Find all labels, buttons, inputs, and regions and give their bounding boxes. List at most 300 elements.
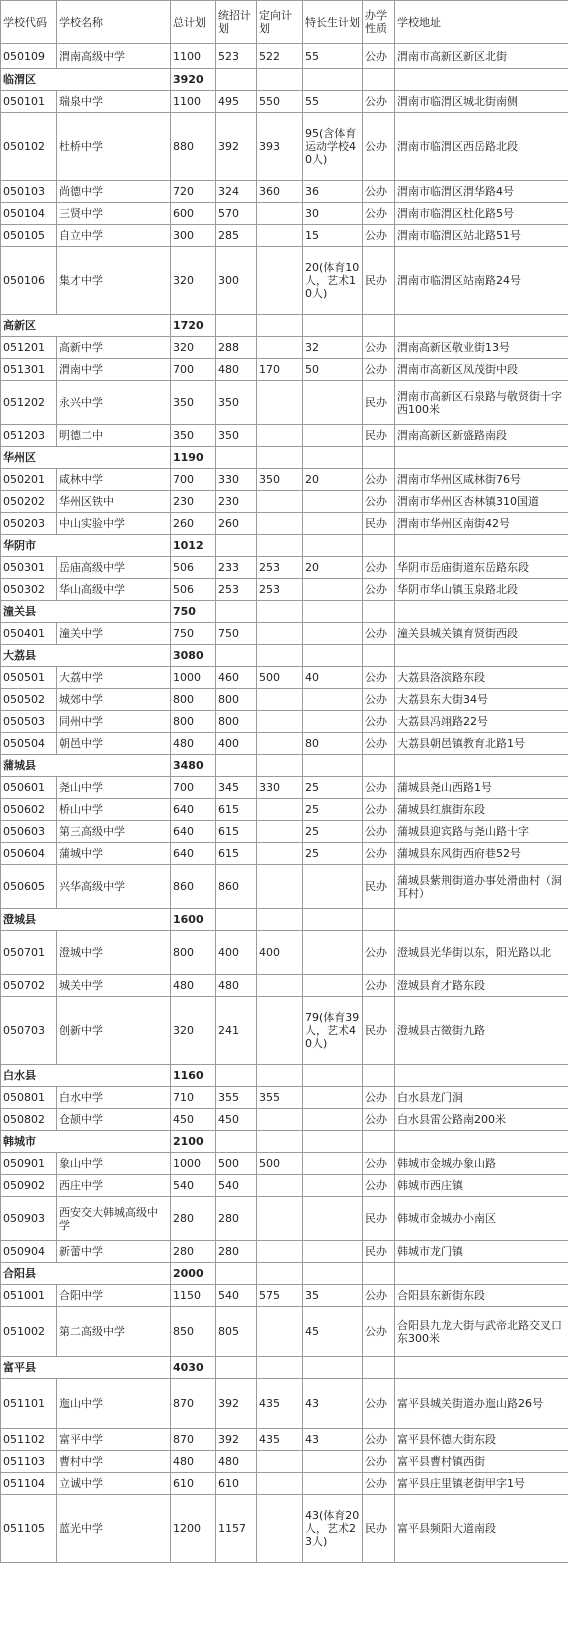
tongzhao-plan: 540 (216, 1175, 257, 1197)
tongzhao-plan: 345 (216, 777, 257, 799)
dingxiang-plan (257, 1175, 303, 1197)
techang-plan: 79(体育39人，艺术40人) (303, 997, 363, 1065)
school-nature: 公办 (363, 1473, 395, 1495)
tongzhao-plan: 241 (216, 997, 257, 1065)
techang-plan: 35 (303, 1285, 363, 1307)
empty-cell (395, 645, 568, 667)
empty-cell (395, 447, 568, 469)
school-nature: 公办 (363, 91, 395, 113)
tongzhao-plan: 400 (216, 733, 257, 755)
school-code: 050802 (1, 1109, 57, 1131)
school-name: 迤山中学 (57, 1379, 171, 1429)
empty-cell (216, 601, 257, 623)
district-name: 华阴市 (1, 535, 171, 557)
total-plan: 260 (171, 513, 216, 535)
tongzhao-plan: 233 (216, 557, 257, 579)
table-row (1, 1473, 568, 1495)
table-row (1, 1285, 568, 1307)
tongzhao-plan: 288 (216, 337, 257, 359)
total-plan: 860 (171, 865, 216, 909)
school-code: 051104 (1, 1473, 57, 1495)
district-total: 750 (171, 601, 216, 623)
dingxiang-plan (257, 1109, 303, 1131)
empty-cell (216, 535, 257, 557)
header-dingxiang: 定向计划 (257, 1, 303, 44)
district-row (1, 1131, 568, 1153)
total-plan: 640 (171, 821, 216, 843)
tongzhao-plan: 355 (216, 1087, 257, 1109)
empty-cell (303, 447, 363, 469)
school-code: 051301 (1, 359, 57, 381)
dingxiang-plan (257, 711, 303, 733)
tongzhao-plan: 350 (216, 381, 257, 425)
school-code: 050903 (1, 1197, 57, 1241)
total-plan: 700 (171, 469, 216, 491)
district-total: 1012 (171, 535, 216, 557)
table-row (1, 777, 568, 799)
table-row (1, 667, 568, 689)
total-plan: 800 (171, 689, 216, 711)
school-name: 三贤中学 (57, 203, 171, 225)
school-code: 050501 (1, 667, 57, 689)
empty-cell (257, 447, 303, 469)
dingxiang-plan (257, 733, 303, 755)
techang-plan (303, 1153, 363, 1175)
tongzhao-plan: 350 (216, 425, 257, 447)
empty-cell (395, 1131, 568, 1153)
techang-plan: 43 (303, 1429, 363, 1451)
table-row (1, 579, 568, 601)
dingxiang-plan (257, 425, 303, 447)
total-plan: 1200 (171, 1495, 216, 1563)
techang-plan: 25 (303, 821, 363, 843)
total-plan: 450 (171, 1109, 216, 1131)
school-code: 050302 (1, 579, 57, 601)
school-address: 潼关县城关镇育贤街西段 (395, 623, 568, 645)
school-code: 050703 (1, 997, 57, 1065)
table-row (1, 1451, 568, 1473)
dingxiang-plan: 330 (257, 777, 303, 799)
table-row (1, 1429, 568, 1451)
tongzhao-plan: 400 (216, 931, 257, 975)
table-row (1, 865, 568, 909)
empty-cell (257, 1263, 303, 1285)
empty-cell (303, 1131, 363, 1153)
district-total: 1160 (171, 1065, 216, 1087)
empty-cell (303, 1263, 363, 1285)
empty-cell (303, 601, 363, 623)
district-row (1, 1263, 568, 1285)
empty-cell (257, 69, 303, 91)
techang-plan: 95(含体育运动学校40人) (303, 113, 363, 181)
school-name: 杜桥中学 (57, 113, 171, 181)
empty-cell (303, 645, 363, 667)
tongzhao-plan: 460 (216, 667, 257, 689)
empty-cell (363, 69, 395, 91)
school-nature: 民办 (363, 381, 395, 425)
school-name: 集才中学 (57, 247, 171, 315)
dingxiang-plan: 500 (257, 1153, 303, 1175)
dingxiang-plan: 170 (257, 359, 303, 381)
table-row (1, 359, 568, 381)
school-address: 渭南市高新区新区北街 (395, 44, 568, 69)
school-code: 050901 (1, 1153, 57, 1175)
school-address: 富平县城关街道办迤山路26号 (395, 1379, 568, 1429)
school-name: 合阳中学 (57, 1285, 171, 1307)
school-code: 051101 (1, 1379, 57, 1429)
school-address: 大荔县朝邑镇教育北路1号 (395, 733, 568, 755)
empty-cell (303, 1357, 363, 1379)
techang-plan: 43 (303, 1379, 363, 1429)
techang-plan (303, 865, 363, 909)
empty-cell (257, 1357, 303, 1379)
techang-plan: 25 (303, 777, 363, 799)
dingxiang-plan: 253 (257, 557, 303, 579)
techang-plan: 15 (303, 225, 363, 247)
school-name: 创新中学 (57, 997, 171, 1065)
tongzhao-plan: 300 (216, 247, 257, 315)
dingxiang-plan: 435 (257, 1379, 303, 1429)
table-row (1, 733, 568, 755)
table-row (1, 1307, 568, 1357)
total-plan: 506 (171, 579, 216, 601)
district-row (1, 1065, 568, 1087)
dingxiang-plan (257, 1473, 303, 1495)
school-name: 澄城中学 (57, 931, 171, 975)
tongzhao-plan: 500 (216, 1153, 257, 1175)
tongzhao-plan: 860 (216, 865, 257, 909)
school-address: 韩城市金城办小南区 (395, 1197, 568, 1241)
table-row (1, 623, 568, 645)
school-name: 新蕾中学 (57, 1241, 171, 1263)
empty-cell (216, 315, 257, 337)
school-nature: 民办 (363, 425, 395, 447)
school-address: 富平县庄里镇老街甲字1号 (395, 1473, 568, 1495)
empty-cell (257, 1065, 303, 1087)
table-row (1, 1153, 568, 1175)
empty-cell (363, 601, 395, 623)
school-nature: 公办 (363, 975, 395, 997)
dingxiang-plan: 350 (257, 469, 303, 491)
empty-cell (303, 315, 363, 337)
school-nature: 公办 (363, 1429, 395, 1451)
dingxiang-plan (257, 865, 303, 909)
techang-plan: 20(体育10人，艺术10人) (303, 247, 363, 315)
empty-cell (257, 755, 303, 777)
tongzhao-plan: 800 (216, 689, 257, 711)
school-code: 051203 (1, 425, 57, 447)
school-address: 渭南市临渭区城北街南侧 (395, 91, 568, 113)
district-row (1, 909, 568, 931)
techang-plan (303, 1109, 363, 1131)
district-row (1, 447, 568, 469)
district-name: 临渭区 (1, 69, 171, 91)
techang-plan: 50 (303, 359, 363, 381)
school-address: 渭南高新区敬业街13号 (395, 337, 568, 359)
school-code: 050301 (1, 557, 57, 579)
school-address: 蒲城县紫荆街道办事处滑曲村（洞耳村） (395, 865, 568, 909)
district-name: 华州区 (1, 447, 171, 469)
total-plan: 506 (171, 557, 216, 579)
tongzhao-plan: 480 (216, 359, 257, 381)
empty-cell (363, 755, 395, 777)
tongzhao-plan: 480 (216, 1451, 257, 1473)
district-total: 3920 (171, 69, 216, 91)
total-plan: 280 (171, 1197, 216, 1241)
school-code: 050401 (1, 623, 57, 645)
school-name: 富平中学 (57, 1429, 171, 1451)
empty-cell (216, 645, 257, 667)
header-tongzhao: 统招计划 (216, 1, 257, 44)
empty-cell (363, 535, 395, 557)
empty-cell (216, 1263, 257, 1285)
total-plan: 320 (171, 247, 216, 315)
district-total: 3080 (171, 645, 216, 667)
district-name: 白水县 (1, 1065, 171, 1087)
empty-cell (257, 645, 303, 667)
school-address: 韩城市西庄镇 (395, 1175, 568, 1197)
techang-plan: 40 (303, 667, 363, 689)
dingxiang-plan: 522 (257, 44, 303, 69)
empty-cell (216, 69, 257, 91)
school-name: 大荔中学 (57, 667, 171, 689)
school-address: 合阳县东新街东段 (395, 1285, 568, 1307)
school-nature: 公办 (363, 491, 395, 513)
district-total: 1720 (171, 315, 216, 337)
district-name: 蒲城县 (1, 755, 171, 777)
school-code: 050103 (1, 181, 57, 203)
school-name: 同州中学 (57, 711, 171, 733)
school-code: 050201 (1, 469, 57, 491)
dingxiang-plan (257, 1307, 303, 1357)
total-plan: 600 (171, 203, 216, 225)
school-nature: 公办 (363, 469, 395, 491)
techang-plan: 36 (303, 181, 363, 203)
school-nature: 公办 (363, 44, 395, 69)
total-plan: 350 (171, 425, 216, 447)
school-address: 华阴市岳庙街道东岳路东段 (395, 557, 568, 579)
school-nature: 公办 (363, 931, 395, 975)
total-plan: 540 (171, 1175, 216, 1197)
dingxiang-plan (257, 843, 303, 865)
school-name: 城郊中学 (57, 689, 171, 711)
school-name: 尚德中学 (57, 181, 171, 203)
school-name: 潼关中学 (57, 623, 171, 645)
empty-cell (395, 909, 568, 931)
header-code: 学校代码 (1, 1, 57, 44)
tongzhao-plan: 392 (216, 113, 257, 181)
school-code: 051102 (1, 1429, 57, 1451)
school-nature: 民办 (363, 997, 395, 1065)
techang-plan (303, 623, 363, 645)
school-address: 白水县雷公路南200米 (395, 1109, 568, 1131)
empty-cell (395, 1263, 568, 1285)
district-total: 3480 (171, 755, 216, 777)
empty-cell (395, 755, 568, 777)
total-plan: 320 (171, 337, 216, 359)
empty-cell (395, 1357, 568, 1379)
empty-cell (395, 601, 568, 623)
techang-plan: 20 (303, 557, 363, 579)
dingxiang-plan: 575 (257, 1285, 303, 1307)
total-plan: 800 (171, 931, 216, 975)
techang-plan: 25 (303, 843, 363, 865)
techang-plan (303, 1241, 363, 1263)
school-code: 050101 (1, 91, 57, 113)
techang-plan: 43(体育20人，艺术23人) (303, 1495, 363, 1563)
school-nature: 公办 (363, 1451, 395, 1473)
school-address: 大荔县冯翊路22号 (395, 711, 568, 733)
school-code: 050605 (1, 865, 57, 909)
district-name: 高新区 (1, 315, 171, 337)
empty-cell (363, 315, 395, 337)
school-address: 渭南市临渭区西岳路北段 (395, 113, 568, 181)
school-nature: 公办 (363, 821, 395, 843)
techang-plan (303, 513, 363, 535)
dingxiang-plan: 393 (257, 113, 303, 181)
techang-plan (303, 931, 363, 975)
school-address: 大荔县洛滨路东段 (395, 667, 568, 689)
dingxiang-plan: 355 (257, 1087, 303, 1109)
school-nature: 公办 (363, 689, 395, 711)
empty-cell (257, 535, 303, 557)
school-nature: 公办 (363, 623, 395, 645)
table-row (1, 1109, 568, 1131)
school-code: 050902 (1, 1175, 57, 1197)
total-plan: 700 (171, 359, 216, 381)
district-total: 2100 (171, 1131, 216, 1153)
school-nature: 民办 (363, 513, 395, 535)
school-nature: 公办 (363, 1285, 395, 1307)
dingxiang-plan (257, 225, 303, 247)
table-row (1, 1087, 568, 1109)
school-nature: 公办 (363, 733, 395, 755)
school-name: 立诚中学 (57, 1473, 171, 1495)
total-plan: 280 (171, 1241, 216, 1263)
school-nature: 民办 (363, 1241, 395, 1263)
school-code: 050701 (1, 931, 57, 975)
empty-cell (303, 535, 363, 557)
dingxiang-plan (257, 1197, 303, 1241)
techang-plan (303, 1197, 363, 1241)
tongzhao-plan: 570 (216, 203, 257, 225)
total-plan: 1100 (171, 44, 216, 69)
school-nature: 公办 (363, 181, 395, 203)
school-nature: 公办 (363, 359, 395, 381)
total-plan: 1000 (171, 1153, 216, 1175)
school-name: 第三高级中学 (57, 821, 171, 843)
school-code: 051105 (1, 1495, 57, 1563)
empty-cell (216, 1131, 257, 1153)
school-name: 城关中学 (57, 975, 171, 997)
school-address: 渭南市临渭区渭华路4号 (395, 181, 568, 203)
techang-plan: 32 (303, 337, 363, 359)
empty-cell (303, 69, 363, 91)
empty-cell (216, 447, 257, 469)
school-name: 中山实验中学 (57, 513, 171, 535)
empty-cell (303, 1065, 363, 1087)
school-name: 华山高级中学 (57, 579, 171, 601)
total-plan: 1150 (171, 1285, 216, 1307)
techang-plan: 30 (303, 203, 363, 225)
school-nature: 公办 (363, 1175, 395, 1197)
techang-plan: 55 (303, 44, 363, 69)
district-row (1, 69, 568, 91)
school-address: 大荔县东大街34号 (395, 689, 568, 711)
table-row (1, 689, 568, 711)
table-row (1, 44, 568, 69)
empty-cell (257, 315, 303, 337)
tongzhao-plan: 280 (216, 1197, 257, 1241)
table-row (1, 225, 568, 247)
school-address: 富平县频阳大道南段 (395, 1495, 568, 1563)
techang-plan: 55 (303, 91, 363, 113)
techang-plan (303, 1087, 363, 1109)
school-address: 渭南市华州区杏林镇310国道 (395, 491, 568, 513)
dingxiang-plan (257, 1241, 303, 1263)
school-name: 曹村中学 (57, 1451, 171, 1473)
school-code: 050203 (1, 513, 57, 535)
district-row (1, 535, 568, 557)
school-nature: 民办 (363, 247, 395, 315)
district-total: 1190 (171, 447, 216, 469)
school-code: 051001 (1, 1285, 57, 1307)
school-nature: 公办 (363, 579, 395, 601)
total-plan: 480 (171, 733, 216, 755)
tongzhao-plan: 750 (216, 623, 257, 645)
school-address: 韩城市龙门镇 (395, 1241, 568, 1263)
dingxiang-plan (257, 247, 303, 315)
header-address: 学校地址 (395, 1, 568, 44)
school-name: 高新中学 (57, 337, 171, 359)
total-plan: 230 (171, 491, 216, 513)
school-address: 合阳县九龙大街与武帝北路交叉口东300米 (395, 1307, 568, 1357)
total-plan: 870 (171, 1379, 216, 1429)
empty-cell (257, 601, 303, 623)
empty-cell (303, 755, 363, 777)
school-name: 瑞泉中学 (57, 91, 171, 113)
school-name: 白水中学 (57, 1087, 171, 1109)
school-address: 澄城县古徵街九路 (395, 997, 568, 1065)
school-nature: 公办 (363, 337, 395, 359)
table-row (1, 469, 568, 491)
empty-cell (363, 1357, 395, 1379)
dingxiang-plan: 500 (257, 667, 303, 689)
empty-cell (257, 909, 303, 931)
school-nature: 公办 (363, 1153, 395, 1175)
school-address: 富平县怀德大街东段 (395, 1429, 568, 1451)
table-row (1, 997, 568, 1065)
school-address: 蒲城县尧山西路1号 (395, 777, 568, 799)
school-code: 050603 (1, 821, 57, 843)
district-name: 大荔县 (1, 645, 171, 667)
school-nature: 公办 (363, 1087, 395, 1109)
school-code: 051202 (1, 381, 57, 425)
table-row (1, 425, 568, 447)
dingxiang-plan (257, 689, 303, 711)
school-nature: 民办 (363, 865, 395, 909)
techang-plan: 25 (303, 799, 363, 821)
school-name: 华州区铁中 (57, 491, 171, 513)
table-row (1, 843, 568, 865)
dingxiang-plan (257, 1495, 303, 1563)
table-row (1, 557, 568, 579)
techang-plan (303, 579, 363, 601)
district-row (1, 755, 568, 777)
school-address: 韩城市金城办象山路 (395, 1153, 568, 1175)
tongzhao-plan: 324 (216, 181, 257, 203)
table-row (1, 337, 568, 359)
